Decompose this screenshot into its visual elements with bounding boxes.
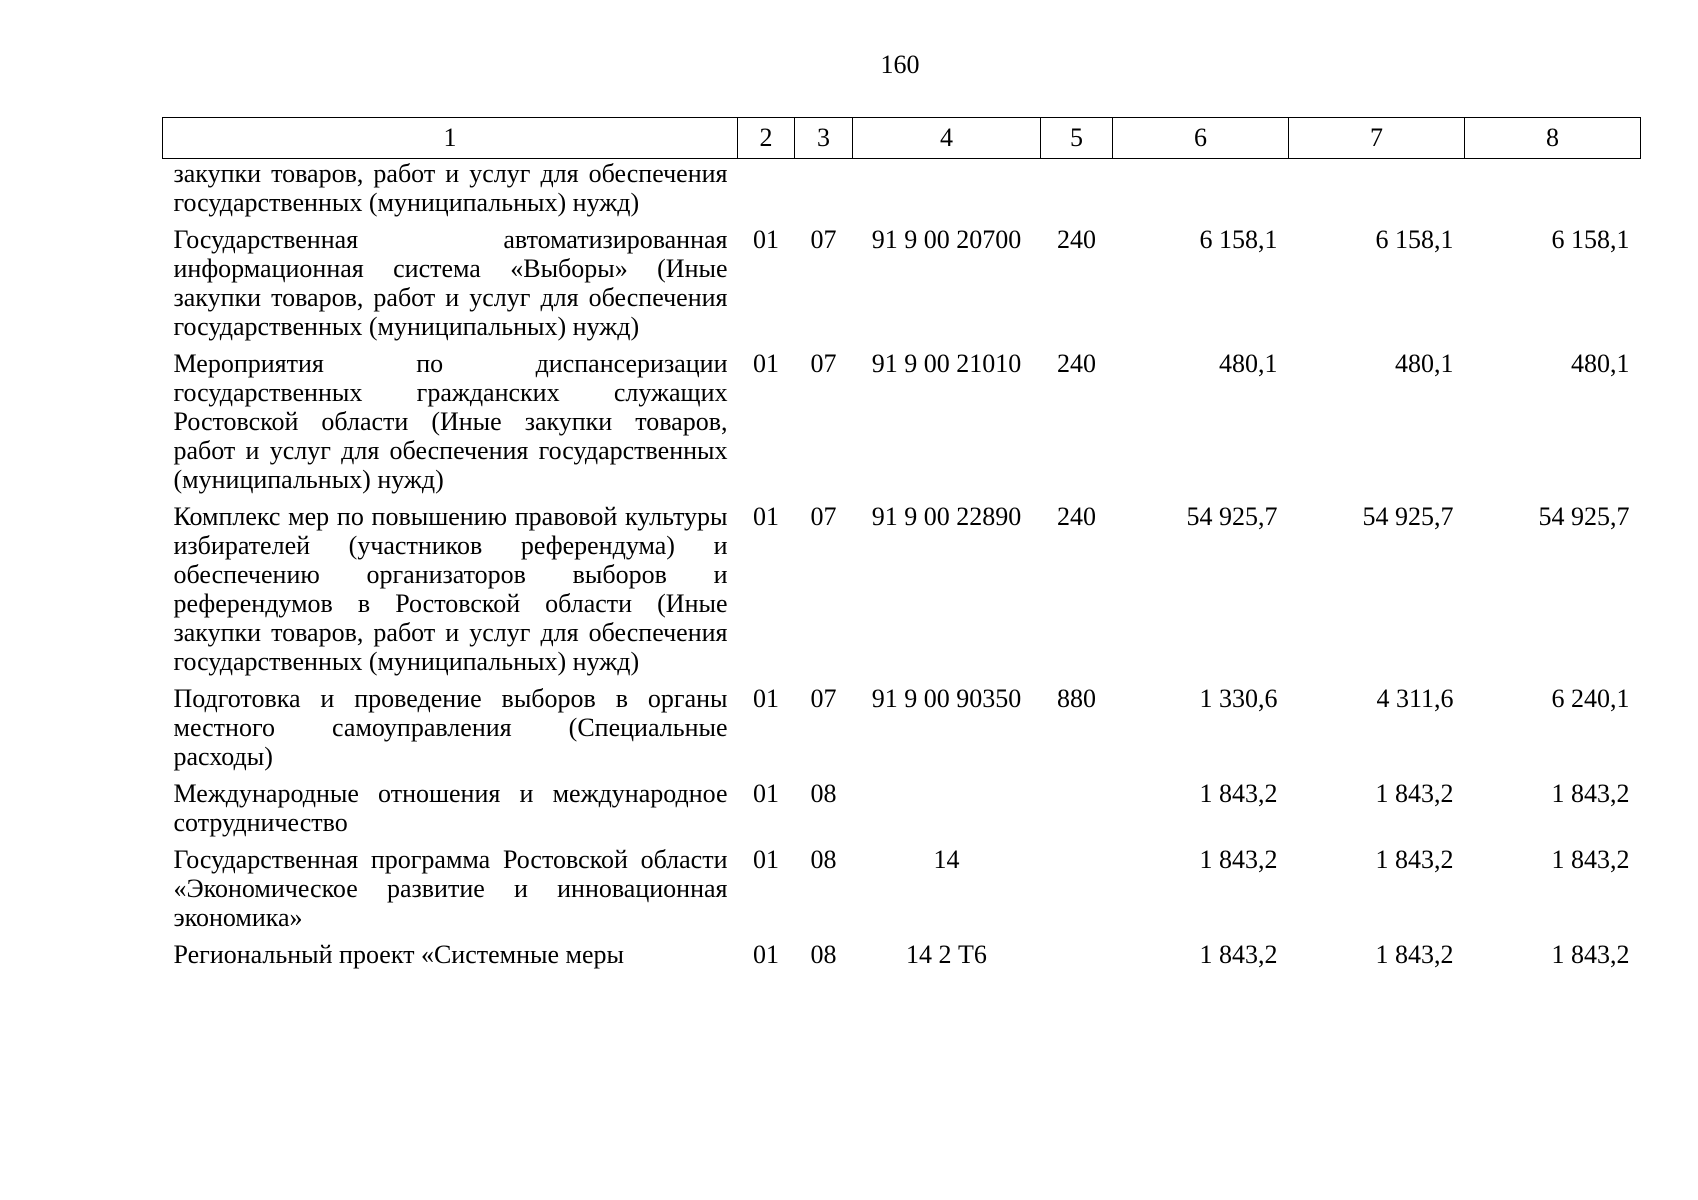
- row-expense-type: [1041, 779, 1113, 845]
- row-description: Комплекс мер по повышению правовой культуры избирателей (участников референдума) и обеспечению организаторов выборов и референдумов в Ростовской области (Иные закупки товаров, работ и услуг для обеспечения государственных (муниципальных) нужд): [173, 502, 728, 676]
- row-section: 01: [753, 940, 779, 969]
- table-header: [163, 118, 1641, 159]
- row-section: 01: [753, 502, 779, 531]
- row-expense-type: 240: [1057, 349, 1096, 378]
- row-value-7: 6 158,1: [1375, 225, 1454, 254]
- header-col-1: 1: [163, 118, 738, 159]
- empty-cell: [795, 159, 853, 226]
- table-row-continuation: [163, 159, 1641, 226]
- table-row: [163, 225, 1641, 349]
- row-value-8: 6 158,1: [1551, 225, 1630, 254]
- row-target-article: 91 9 00 21010: [871, 349, 1022, 378]
- row-value-8: 1 843,2: [1551, 940, 1630, 969]
- table-body: [163, 159, 1641, 978]
- header-row: [163, 118, 1641, 159]
- table-row: [163, 349, 1641, 502]
- row-subsection: 07: [810, 225, 837, 254]
- row-expense-type: [1041, 940, 1113, 977]
- row-expense-type: [1041, 845, 1113, 940]
- row-value-6: 6 158,1: [1199, 225, 1278, 254]
- empty-cell: [738, 159, 795, 226]
- row-expense-type: 880: [1057, 684, 1096, 713]
- row-subsection: 08: [810, 845, 837, 874]
- row-value-7: 54 925,7: [1362, 502, 1454, 531]
- row-target-article: 14: [933, 845, 960, 874]
- row-description: Государственная автоматизированная информационная система «Выборы» (Иные закупки товаров, работ и услуг для обеспечения государственных (муниципальных) нужд): [173, 225, 728, 341]
- row-value-6: 1 330,6: [1199, 684, 1278, 713]
- row-value-8: 54 925,7: [1538, 502, 1630, 531]
- header-col-6: 6: [1113, 118, 1289, 159]
- row-description: Мероприятия по диспансеризации государственных гражданских служащих Ростовской области (Иные закупки товаров, работ и услуг для обеспечения государственных (муниципальных) нужд): [173, 349, 728, 494]
- empty-cell: [853, 159, 1041, 226]
- row-value-6: 1 843,2: [1199, 779, 1278, 808]
- row-value-7: 1 843,2: [1375, 779, 1454, 808]
- row-subsection: 07: [810, 349, 837, 378]
- row-target-article: 91 9 00 20700: [871, 225, 1022, 254]
- row-value-7: 480,1: [1395, 349, 1454, 378]
- empty-cell: [1289, 159, 1465, 226]
- table-row: [163, 779, 1641, 845]
- row-value-8: 1 843,2: [1551, 779, 1630, 808]
- row-value-6: 54 925,7: [1186, 502, 1278, 531]
- row-section: 01: [753, 225, 779, 254]
- header-col-7: 7: [1289, 118, 1465, 159]
- row-subsection: 08: [810, 779, 837, 808]
- row-value-8: 6 240,1: [1551, 684, 1630, 713]
- row-subsection: 07: [810, 502, 837, 531]
- table-row: [163, 502, 1641, 684]
- row-description: Региональный проект «Системные меры: [173, 940, 625, 969]
- row-value-6: 1 843,2: [1199, 845, 1278, 874]
- row-description: Международные отношения и международное сотрудничество: [173, 779, 728, 837]
- row-description: Государственная программа Ростовской области «Экономическое развитие и инновационная экономика»: [173, 845, 728, 932]
- row-value-8: 1 843,2: [1551, 845, 1630, 874]
- row-description: Подготовка и проведение выборов в органы местного самоуправления (Специальные расходы): [173, 684, 728, 771]
- table-row: [163, 845, 1641, 940]
- header-col-4: 4: [853, 118, 1041, 159]
- empty-cell: [1041, 159, 1113, 226]
- header-col-5: 5: [1041, 118, 1113, 159]
- page-number: 160: [880, 50, 920, 79]
- table-row: [163, 684, 1641, 779]
- row-target-article: 91 9 00 22890: [871, 502, 1022, 531]
- row-target-article: 91 9 00 90350: [871, 684, 1022, 713]
- row-subsection: 07: [810, 684, 837, 713]
- row-value-6: 1 843,2: [1199, 940, 1278, 969]
- budget-table: [162, 117, 1641, 977]
- row-value-6: 480,1: [1219, 349, 1278, 378]
- row-value-8: 480,1: [1571, 349, 1630, 378]
- header-col-2: 2: [738, 118, 795, 159]
- row-target-article: 14 2 Т6: [906, 940, 987, 969]
- row-value-7: 1 843,2: [1375, 940, 1454, 969]
- table-row: [163, 940, 1641, 977]
- row-expense-type: 240: [1057, 225, 1096, 254]
- header-col-3: 3: [795, 118, 853, 159]
- row-section: 01: [753, 779, 779, 808]
- empty-cell: [1113, 159, 1289, 226]
- row-section: 01: [753, 684, 779, 713]
- row-description: закупки товаров, работ и услуг для обеспечения государственных (муниципальных) нужд): [173, 159, 728, 217]
- row-value-7: 1 843,2: [1375, 845, 1454, 874]
- row-target-article: [853, 779, 1041, 845]
- header-col-8: 8: [1465, 118, 1641, 159]
- row-expense-type: 240: [1057, 502, 1096, 531]
- row-subsection: 08: [810, 940, 837, 969]
- empty-cell: [1465, 159, 1641, 226]
- row-section: 01: [753, 349, 779, 378]
- row-value-7: 4 311,6: [1376, 684, 1454, 713]
- row-section: 01: [753, 845, 779, 874]
